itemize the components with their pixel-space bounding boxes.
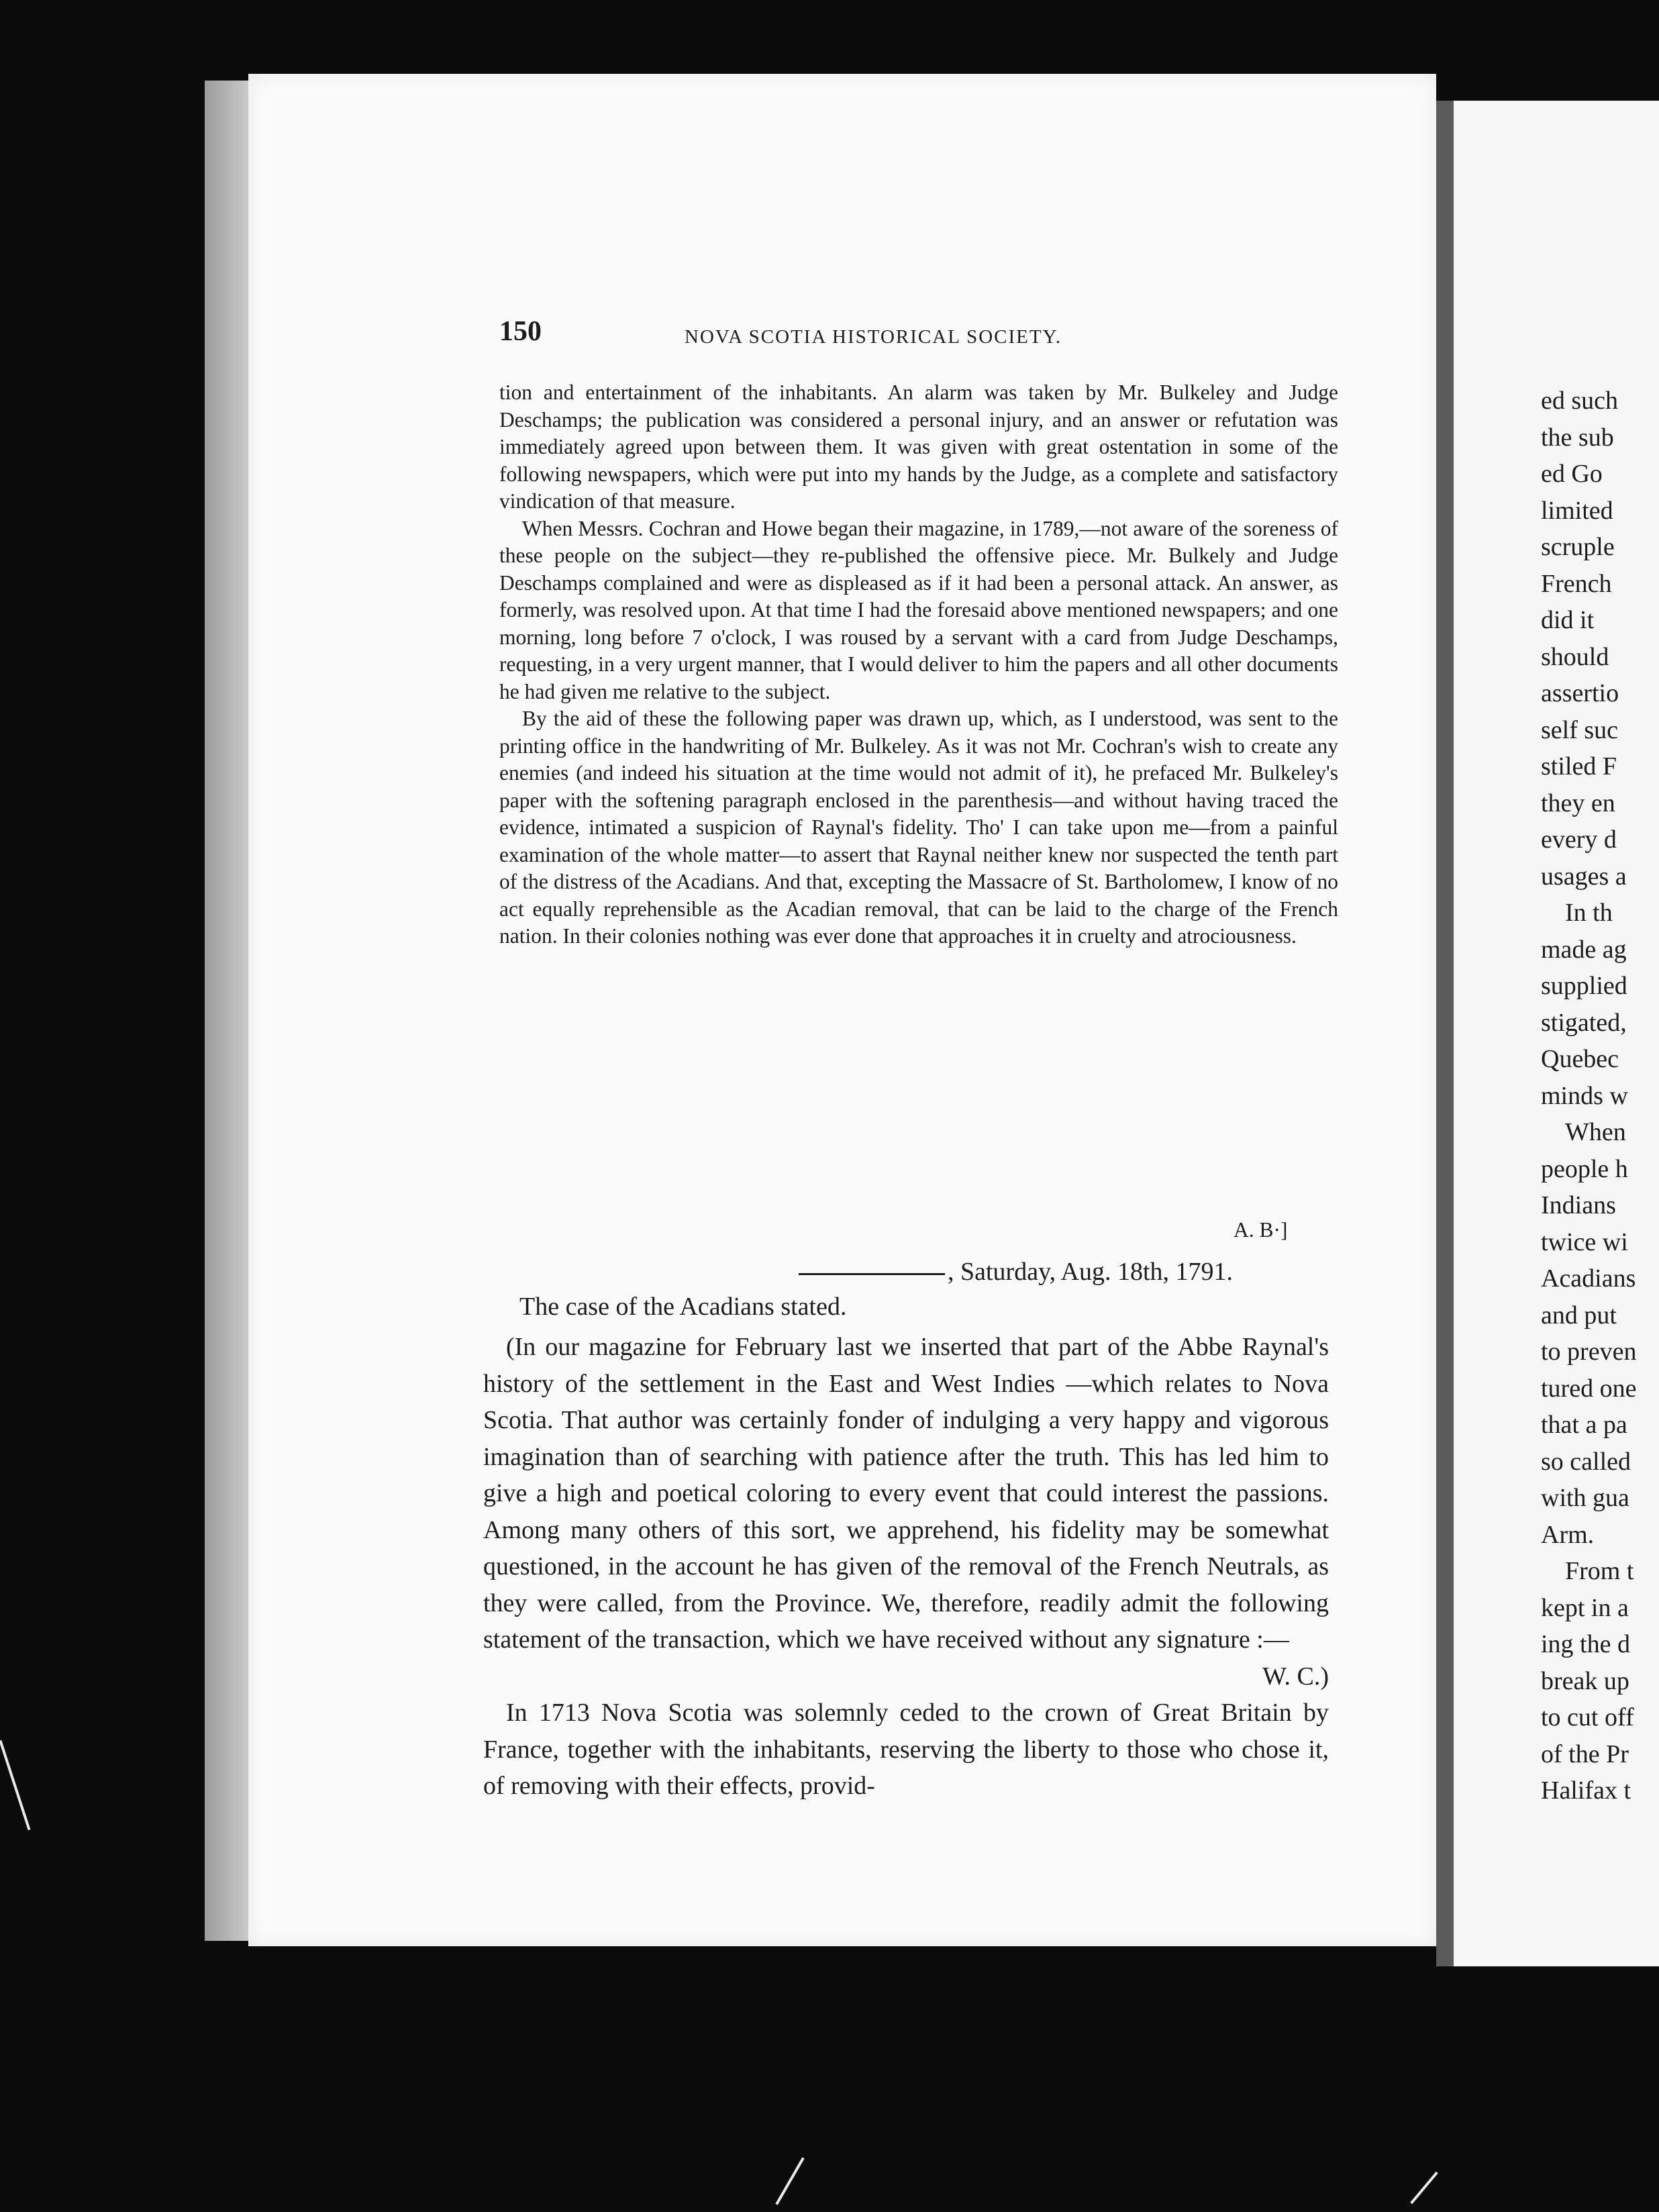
right-line: twice wi (1541, 1227, 1628, 1256)
right-line: Halifax t (1541, 1776, 1631, 1805)
case-title: The case of the Acadians stated. (519, 1293, 847, 1321)
page-header (499, 315, 1338, 356)
right-line: to preven (1541, 1338, 1637, 1366)
right-line: In th (1565, 899, 1613, 927)
scan-scratch (775, 2157, 804, 2205)
small-print-section (499, 379, 1338, 950)
right-line: kept in a (1541, 1593, 1629, 1622)
right-line: self suc (1541, 715, 1619, 744)
right-line: ed Go (1541, 460, 1603, 488)
right-line: break up (1541, 1666, 1629, 1695)
right-line: with gua (1541, 1484, 1629, 1512)
paragraph (483, 1329, 1329, 1691)
right-line: scruple (1541, 533, 1615, 561)
scan-scratch (1410, 2172, 1438, 2205)
scan-scratch (0, 1740, 31, 1830)
right-line: Acadians (1541, 1264, 1636, 1293)
right-line: people h (1541, 1154, 1628, 1183)
right-line: to cut off (1541, 1703, 1634, 1731)
running-head: NOVA SCOTIA HISTORICAL SOCIETY. (685, 326, 1062, 348)
dateline-text: , Saturday, Aug. 18th, 1791. (948, 1258, 1234, 1286)
right-line: they en (1541, 789, 1615, 817)
right-line: stiled F (1541, 752, 1617, 781)
right-line: From t (1565, 1557, 1634, 1585)
right-line: ing the d (1541, 1630, 1630, 1658)
right-line: limited (1541, 496, 1613, 525)
right-line: supplied (1541, 972, 1627, 1000)
right-line: usages a (1541, 862, 1627, 891)
right-line: every d (1541, 825, 1617, 854)
right-line: so called (1541, 1447, 1631, 1476)
paragraph: When Messrs. Cochran and Howe began their magazine, in 1789,—not aware of the soreness of these people on the subject—they re-published the offensive piece. Mr. Bulkely and Judge Deschamps complained and were as displeased as if it had been a personal attack. An answer, as formerly, was resolved upon. At that time I had the foresaid above mentioned newspapers; and one morning, long before 7 o'clock, I was roused by a servant with a card from Judge Deschamps, requesting, in a very urgent manner, that I would deliver to him the papers and all other documents he had given me relative to the subject. (499, 516, 1338, 703)
right-line: When (1565, 1118, 1626, 1146)
editor-initials: W. C.) (1262, 1662, 1329, 1691)
paragraph-text: (In our magazine for February last we inserted that part of the Abbe Raynal's history of the settlement in the East and West Indies —which relates to Nova Scotia. That author was certainly fonder of indulging a very happy and vigorous imagination than of searching with patience after the truth. This has led him to give a high and poetical coloring to every event that could interest the passions. Among many others of this sort, we apprehend, his fidelity may be somewhat questioned, in the account he has given of the removal of the French Neutrals, as they were called, from the Province. We, therefore, readily admit the following statement of the transaction, which we have received without any signature :— (483, 1333, 1329, 1654)
paragraph: In 1713 Nova Scotia was solemnly ceded to the crown of Great Britain by France, together with the inhabitants, reserving the liberty to those who chose it, of removing with their effects, provid- (483, 1699, 1329, 1800)
blank-dash (799, 1273, 945, 1275)
right-line: Quebec (1541, 1045, 1619, 1073)
right-line: the sub (1541, 423, 1614, 452)
paragraph: By the aid of these the following paper was drawn up, which, as I understood, was sent to the printing office in the handwriting of Mr. Bulkeley. As it was not Mr. Cochran's wish to create any enemies (and indeed his situation at the time would not admit of it), he prefaced Mr. Bulkeley's paper with the softening paragraph enclosed in the parenthesis—and without having traced the evidence, intimated a suspicion of Raynal's fidelity. Tho' I can take upon me—from a painful examination of the whole matter—to assert that Raynal neither knew nor suspected the tenth part of the distress of the Acadians. And that, excepting the Massacre of St. Bartholomew, I know of no act equally reprehensible as the Acadian removal, that can be laid to the charge of the French nation. In their colonies nothing was ever done that approaches it in cruelty and atrociousness. (499, 707, 1338, 948)
right-line: did it (1541, 606, 1595, 634)
book-spine (1436, 101, 1454, 1966)
right-line: that a pa (1541, 1411, 1627, 1439)
right-line: Arm. (1541, 1520, 1595, 1549)
page-edge-shadow (205, 81, 253, 1941)
paragraph: tion and entertainment of the inhabitants. An alarm was taken by Mr. Bulkeley and Judge Deschamps; the publication was considered a personal injury, and an answer or refutation was immediately agreed upon between them. It was given with great ostentation in some of the following newspapers, which were put into my hands by the Judge, as a complete and satisfactory vindication of that measure. (499, 381, 1338, 513)
signature: A. B·] (1234, 1218, 1288, 1242)
large-print-section (483, 1329, 1329, 1805)
dateline (799, 1257, 1233, 1287)
page-number: 150 (499, 316, 542, 347)
right-line: assertio (1541, 679, 1619, 707)
right-line: made ag (1541, 935, 1627, 964)
right-line: tured one (1541, 1374, 1637, 1403)
right-line: stigated, (1541, 1008, 1627, 1037)
right-line: Indians (1541, 1191, 1616, 1219)
right-line: of the Pr (1541, 1740, 1629, 1768)
right-line: French (1541, 569, 1612, 598)
right-line: ed such (1541, 387, 1619, 415)
right-line: should (1541, 642, 1609, 671)
right-line: and put (1541, 1301, 1617, 1329)
right-page-text (1541, 383, 1659, 1809)
right-line: minds w (1541, 1081, 1628, 1110)
